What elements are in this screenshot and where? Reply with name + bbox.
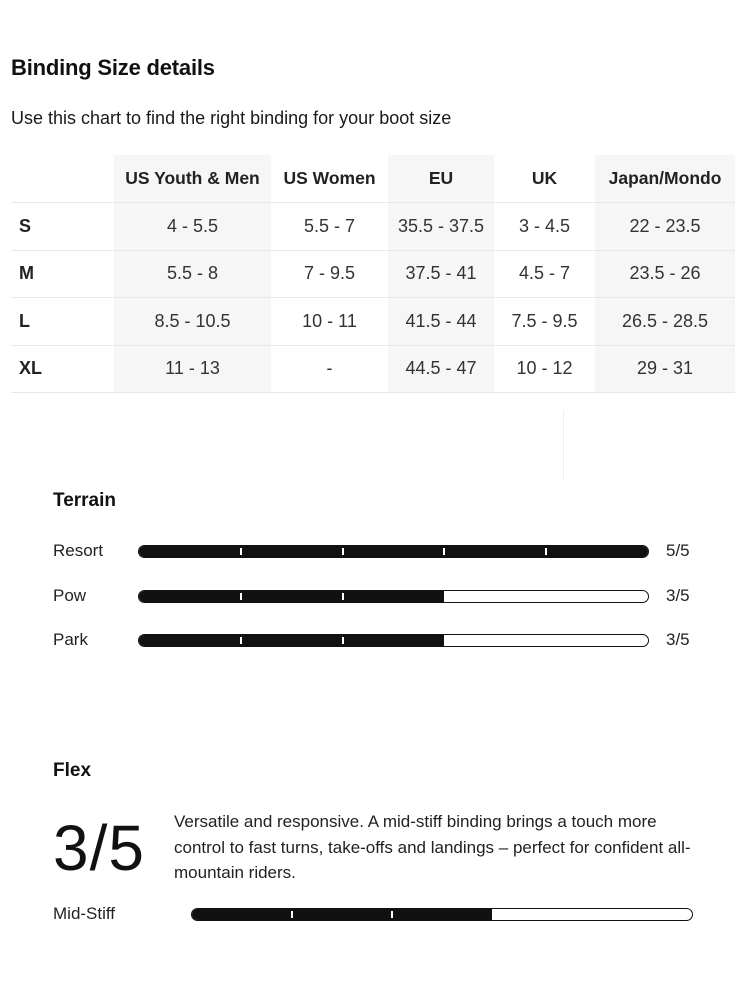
table-cell: 44.5 - 47 <box>388 345 494 393</box>
table-cell: 26.5 - 28.5 <box>595 298 735 346</box>
terrain-row-park <box>53 630 703 650</box>
table-cell: 23.5 - 26 <box>595 250 735 298</box>
table-row <box>11 203 735 251</box>
flex-label: Mid-Stiff <box>53 904 116 923</box>
table-cell: 29 - 31 <box>595 345 735 393</box>
table-cell: 22 - 23.5 <box>595 203 735 251</box>
table-cell: 7.5 - 9.5 <box>494 298 595 346</box>
divider <box>563 410 564 480</box>
rating-segment-tick <box>240 548 242 555</box>
table-cell: 8.5 - 10.5 <box>114 298 271 346</box>
terrain-label: Park <box>53 630 88 649</box>
terrain-label: Resort <box>53 541 104 560</box>
table-row <box>11 345 735 393</box>
table-cell: 5.5 - 7 <box>271 203 388 251</box>
terrain-value: 5/5 <box>666 541 690 560</box>
rating-fill <box>139 546 648 557</box>
rating-segment-tick <box>443 548 445 555</box>
table-header-us-youth-men: US Youth & Men <box>114 155 271 203</box>
rating-segment-tick <box>342 593 344 600</box>
table-cell: 4 - 5.5 <box>114 203 271 251</box>
terrain-rating-bar <box>138 634 649 647</box>
size-label: M <box>11 250 114 298</box>
flex-score: 3/5 <box>53 812 145 884</box>
rating-segment-tick <box>240 637 242 644</box>
flex-title: Flex <box>53 760 92 781</box>
terrain-value: 3/5 <box>666 586 690 605</box>
table-cell: 11 - 13 <box>114 345 271 393</box>
flex-row <box>53 904 703 924</box>
table-cell: - <box>271 345 388 393</box>
rating-fill <box>139 635 444 646</box>
rating-segment-tick <box>291 911 293 918</box>
table-header-eu: EU <box>388 155 494 203</box>
table-cell: 10 - 12 <box>494 345 595 393</box>
table-header-uk: UK <box>494 155 595 203</box>
rating-segment-tick <box>240 593 242 600</box>
size-label: S <box>11 203 114 251</box>
terrain-value: 3/5 <box>666 630 690 649</box>
rating-fill <box>192 909 492 920</box>
terrain-rating-bar <box>138 545 649 558</box>
rating-segment-tick <box>342 548 344 555</box>
table-header-row <box>11 155 735 203</box>
table-cell: 10 - 11 <box>271 298 388 346</box>
size-label: XL <box>11 345 114 393</box>
terrain-rating-bar <box>138 590 649 603</box>
table-header-japan-mondo: Japan/Mondo <box>595 155 735 203</box>
rating-segment-tick <box>545 548 547 555</box>
table-cell: 41.5 - 44 <box>388 298 494 346</box>
table-row <box>11 250 735 298</box>
table-row <box>11 298 735 346</box>
flex-rating-bar <box>191 908 693 921</box>
terrain-row-resort <box>53 541 703 561</box>
table-cell: 37.5 - 41 <box>388 250 494 298</box>
page-subtitle: Use this chart to find the right binding for your boot size <box>11 108 452 128</box>
table-cell: 5.5 - 8 <box>114 250 271 298</box>
terrain-label: Pow <box>53 586 87 605</box>
rating-segment-tick <box>391 911 393 918</box>
table-header-us-women: US Women <box>271 155 388 203</box>
table-header-cell <box>11 155 114 203</box>
terrain-title: Terrain <box>53 490 117 511</box>
table-cell: 4.5 - 7 <box>494 250 595 298</box>
flex-description: Versatile and responsive. A mid-stiff binding brings a touch more control to fast turns, take-offs and landings – perfect for confident all-mountain riders. <box>174 812 691 882</box>
size-label: L <box>11 298 114 346</box>
page-title: Binding Size details <box>11 55 215 80</box>
rating-segment-tick <box>342 637 344 644</box>
rating-fill <box>139 591 444 602</box>
table-cell: 7 - 9.5 <box>271 250 388 298</box>
terrain-row-pow <box>53 586 703 606</box>
table-cell: 35.5 - 37.5 <box>388 203 494 251</box>
table-cell: 3 - 4.5 <box>494 203 595 251</box>
size-table <box>11 155 735 393</box>
